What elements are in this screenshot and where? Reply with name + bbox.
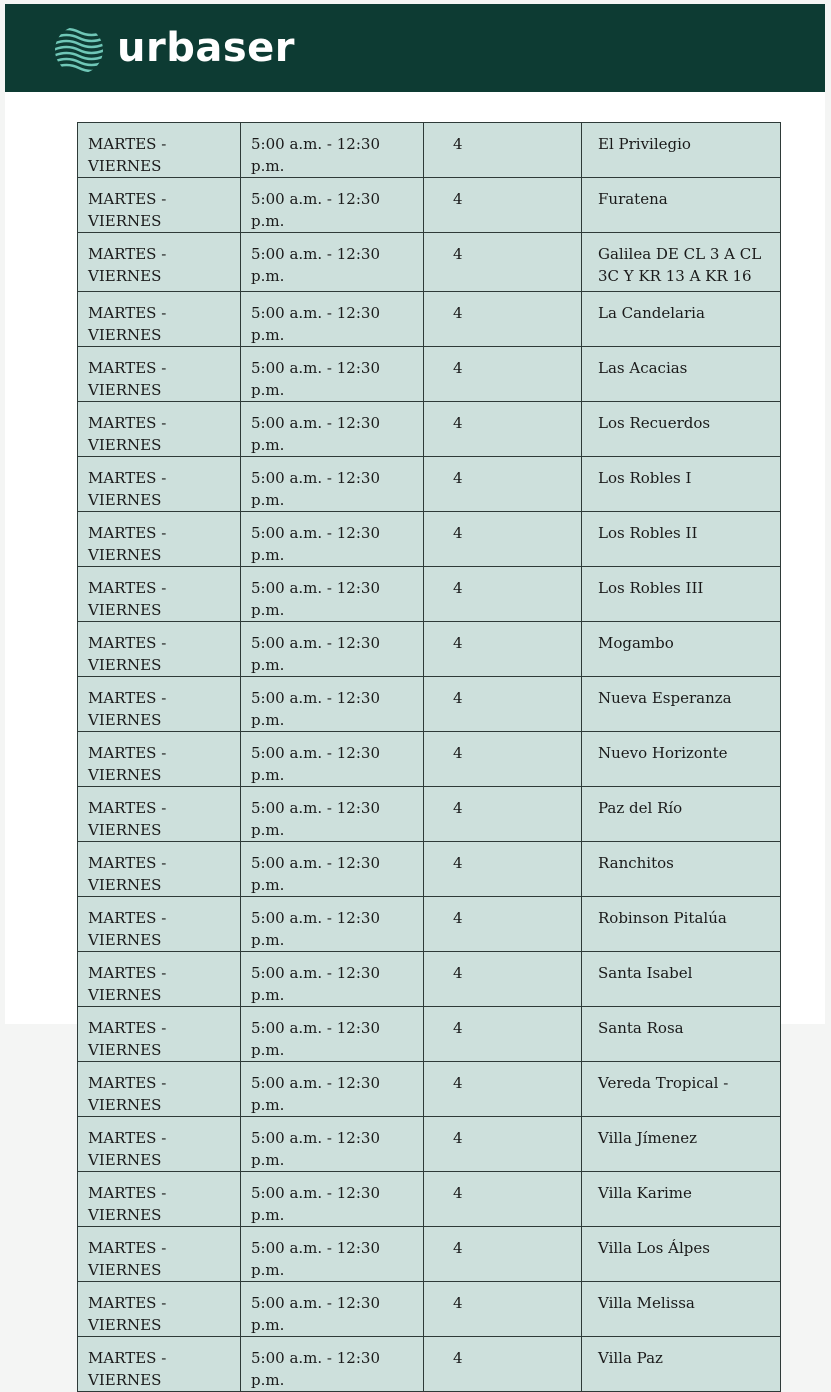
route-cell: 4 xyxy=(424,123,582,178)
hours-cell: 5:00 a.m. - 12:30 p.m. xyxy=(241,897,424,952)
route-cell: 4 xyxy=(424,402,582,457)
route-cell: 4 xyxy=(424,787,582,842)
neighborhood-cell: Galilea DE CL 3 A CL 3C Y KR 13 A KR 16 xyxy=(582,233,781,292)
neighborhood-cell: El Privilegio xyxy=(582,123,781,178)
days-cell: MARTES - VIERNES xyxy=(78,123,241,178)
table-row xyxy=(78,402,781,457)
brand-logo-text: urbaser xyxy=(117,25,295,71)
days-cell: MARTES - VIERNES xyxy=(78,1062,241,1117)
hours-cell: 5:00 a.m. - 12:30 p.m. xyxy=(241,952,424,1007)
hours-cell: 5:00 a.m. - 12:30 p.m. xyxy=(241,1337,424,1392)
hours-cell: 5:00 a.m. - 12:30 p.m. xyxy=(241,567,424,622)
neighborhood-cell: Furatena xyxy=(582,178,781,233)
route-cell: 4 xyxy=(424,732,582,787)
table-row xyxy=(78,178,781,233)
days-cell: MARTES - VIERNES xyxy=(78,178,241,233)
hours-cell: 5:00 a.m. - 12:30 p.m. xyxy=(241,677,424,732)
neighborhood-cell: Vereda Tropical - xyxy=(582,1062,781,1117)
route-cell: 4 xyxy=(424,1117,582,1172)
route-cell: 4 xyxy=(424,1337,582,1392)
hours-cell: 5:00 a.m. - 12:30 p.m. xyxy=(241,178,424,233)
route-cell: 4 xyxy=(424,897,582,952)
route-cell: 4 xyxy=(424,952,582,1007)
table-row xyxy=(78,1282,781,1337)
days-cell: MARTES - VIERNES xyxy=(78,1337,241,1392)
neighborhood-cell: Los Recuerdos xyxy=(582,402,781,457)
days-cell: MARTES - VIERNES xyxy=(78,402,241,457)
days-cell: MARTES - VIERNES xyxy=(78,233,241,292)
table-row xyxy=(78,952,781,1007)
neighborhood-cell: Villa Los Álpes xyxy=(582,1227,781,1282)
route-cell: 4 xyxy=(424,457,582,512)
route-cell: 4 xyxy=(424,1227,582,1282)
table-row xyxy=(78,233,781,292)
table-row xyxy=(78,457,781,512)
hours-cell: 5:00 a.m. - 12:30 p.m. xyxy=(241,233,424,292)
days-cell: MARTES - VIERNES xyxy=(78,1282,241,1337)
route-cell: 4 xyxy=(424,512,582,567)
header-bar xyxy=(5,4,825,92)
table-row xyxy=(78,1337,781,1392)
hours-cell: 5:00 a.m. - 12:30 p.m. xyxy=(241,457,424,512)
table-row xyxy=(78,732,781,787)
days-cell: MARTES - VIERNES xyxy=(78,787,241,842)
route-cell: 4 xyxy=(424,347,582,402)
days-cell: MARTES - VIERNES xyxy=(78,677,241,732)
days-cell: MARTES - VIERNES xyxy=(78,622,241,677)
neighborhood-cell: Mogambo xyxy=(582,622,781,677)
days-cell: MARTES - VIERNES xyxy=(78,292,241,347)
hours-cell: 5:00 a.m. - 12:30 p.m. xyxy=(241,622,424,677)
table-row xyxy=(78,292,781,347)
schedule-table-body xyxy=(78,123,781,1392)
neighborhood-cell: Paz del Río xyxy=(582,787,781,842)
days-cell: MARTES - VIERNES xyxy=(78,512,241,567)
hours-cell: 5:00 a.m. - 12:30 p.m. xyxy=(241,732,424,787)
table-row xyxy=(78,622,781,677)
table-row xyxy=(78,1117,781,1172)
days-cell: MARTES - VIERNES xyxy=(78,1172,241,1227)
route-cell: 4 xyxy=(424,1282,582,1337)
table-row xyxy=(78,842,781,897)
table-row xyxy=(78,787,781,842)
hours-cell: 5:00 a.m. - 12:30 p.m. xyxy=(241,787,424,842)
route-cell: 4 xyxy=(424,292,582,347)
days-cell: MARTES - VIERNES xyxy=(78,732,241,787)
hours-cell: 5:00 a.m. - 12:30 p.m. xyxy=(241,1282,424,1337)
neighborhood-cell: Villa Jímenez xyxy=(582,1117,781,1172)
neighborhood-cell: La Candelaria xyxy=(582,292,781,347)
neighborhood-cell: Ranchitos xyxy=(582,842,781,897)
hours-cell: 5:00 a.m. - 12:30 p.m. xyxy=(241,842,424,897)
days-cell: MARTES - VIERNES xyxy=(78,1007,241,1062)
days-cell: MARTES - VIERNES xyxy=(78,1227,241,1282)
table-row xyxy=(78,1227,781,1282)
hours-cell: 5:00 a.m. - 12:30 p.m. xyxy=(241,1062,424,1117)
table-row xyxy=(78,347,781,402)
route-cell: 4 xyxy=(424,233,582,292)
days-cell: MARTES - VIERNES xyxy=(78,347,241,402)
neighborhood-cell: Los Robles I xyxy=(582,457,781,512)
days-cell: MARTES - VIERNES xyxy=(78,567,241,622)
schedule-table xyxy=(77,122,781,1392)
neighborhood-cell: Nuevo Horizonte xyxy=(582,732,781,787)
table-row xyxy=(78,677,781,732)
hours-cell: 5:00 a.m. - 12:30 p.m. xyxy=(241,512,424,567)
neighborhood-cell: Santa Rosa xyxy=(582,1007,781,1062)
neighborhood-cell: Los Robles II xyxy=(582,512,781,567)
hours-cell: 5:00 a.m. - 12:30 p.m. xyxy=(241,1117,424,1172)
route-cell: 4 xyxy=(424,1007,582,1062)
days-cell: MARTES - VIERNES xyxy=(78,952,241,1007)
days-cell: MARTES - VIERNES xyxy=(78,457,241,512)
table-row xyxy=(78,1172,781,1227)
table-row xyxy=(78,1062,781,1117)
table-row xyxy=(78,123,781,178)
route-cell: 4 xyxy=(424,1062,582,1117)
route-cell: 4 xyxy=(424,1172,582,1227)
route-cell: 4 xyxy=(424,178,582,233)
table-row xyxy=(78,897,781,952)
neighborhood-cell: Santa Isabel xyxy=(582,952,781,1007)
route-cell: 4 xyxy=(424,842,582,897)
neighborhood-cell: Robinson Pitalúa xyxy=(582,897,781,952)
route-cell: 4 xyxy=(424,677,582,732)
hours-cell: 5:00 a.m. - 12:30 p.m. xyxy=(241,1227,424,1282)
hours-cell: 5:00 a.m. - 12:30 p.m. xyxy=(241,347,424,402)
neighborhood-cell: Villa Melissa xyxy=(582,1282,781,1337)
hours-cell: 5:00 a.m. - 12:30 p.m. xyxy=(241,292,424,347)
table-row xyxy=(78,512,781,567)
hours-cell: 5:00 a.m. - 12:30 p.m. xyxy=(241,1007,424,1062)
neighborhood-cell: Nueva Esperanza xyxy=(582,677,781,732)
neighborhood-cell: Los Robles III xyxy=(582,567,781,622)
neighborhood-cell: Villa Karime xyxy=(582,1172,781,1227)
urbaser-waves-icon xyxy=(53,24,105,76)
days-cell: MARTES - VIERNES xyxy=(78,842,241,897)
hours-cell: 5:00 a.m. - 12:30 p.m. xyxy=(241,123,424,178)
table-row xyxy=(78,567,781,622)
hours-cell: 5:00 a.m. - 12:30 p.m. xyxy=(241,402,424,457)
route-cell: 4 xyxy=(424,622,582,677)
table-row xyxy=(78,1007,781,1062)
neighborhood-cell: Villa Paz xyxy=(582,1337,781,1392)
days-cell: MARTES - VIERNES xyxy=(78,897,241,952)
days-cell: MARTES - VIERNES xyxy=(78,1117,241,1172)
hours-cell: 5:00 a.m. - 12:30 p.m. xyxy=(241,1172,424,1227)
neighborhood-cell: Las Acacias xyxy=(582,347,781,402)
route-cell: 4 xyxy=(424,567,582,622)
